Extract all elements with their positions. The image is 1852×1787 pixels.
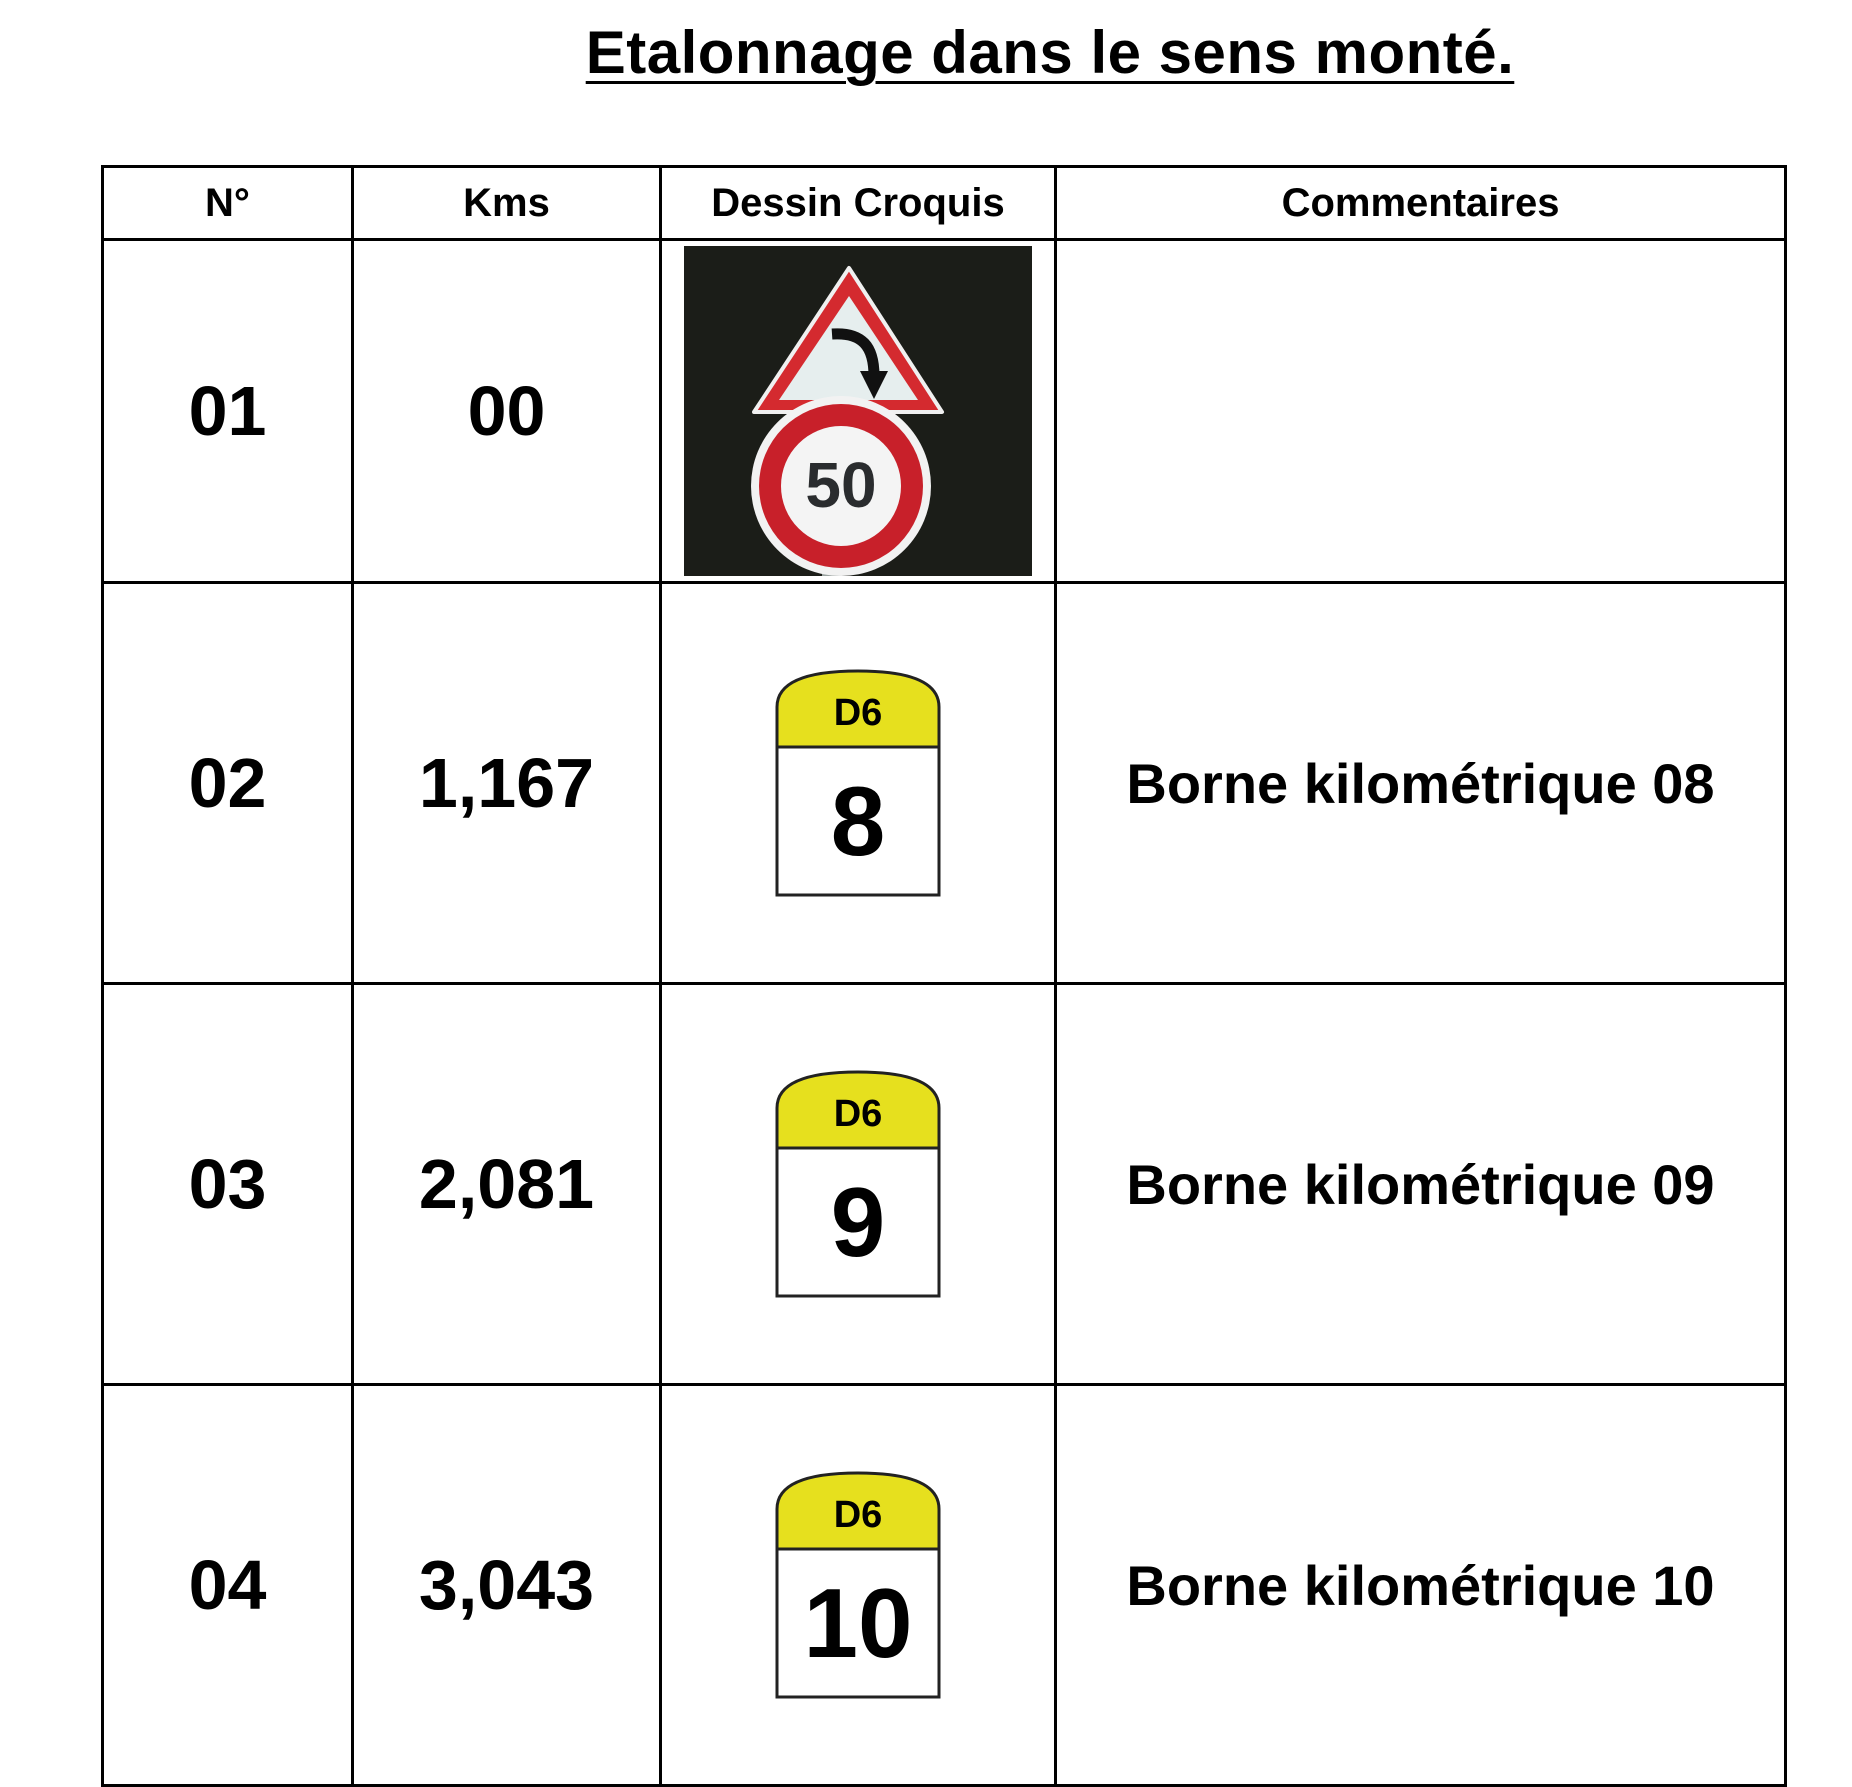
speed-limit-value: 50: [805, 449, 877, 521]
row-kms: 00: [353, 240, 661, 583]
row-sketch: [661, 984, 1056, 1385]
row-number: 01: [103, 240, 353, 583]
row-number: 04: [103, 1385, 353, 1786]
milestone-icon: [773, 667, 943, 899]
header-number: N°: [103, 167, 353, 240]
row-comment: Borne kilométrique 10: [1056, 1385, 1786, 1786]
row-number: 03: [103, 984, 353, 1385]
row-kms: 2,081: [353, 984, 661, 1385]
row-comment: [1056, 240, 1786, 583]
row-sketch: [661, 1385, 1056, 1786]
milestone-icon: [773, 1469, 943, 1701]
milestone-road: D6: [833, 1494, 883, 1536]
table-row: [103, 984, 1786, 1385]
header-comments: Commentaires: [1056, 167, 1786, 240]
row-kms: 1,167: [353, 583, 661, 984]
page-title: Etalonnage dans le sens monté.: [585, 19, 1515, 86]
table-row: [103, 583, 1786, 984]
milestone-road: D6: [833, 692, 883, 734]
row-sketch: [661, 240, 1056, 583]
header-sketch: Dessin Croquis: [661, 167, 1056, 240]
curve-warning-and-speed-limit-icon: [684, 246, 1032, 576]
row-comment: Borne kilométrique 09: [1056, 984, 1786, 1385]
row-comment: Borne kilométrique 08: [1056, 583, 1786, 984]
row-kms: 3,043: [353, 1385, 661, 1786]
header-kms: Kms: [353, 167, 661, 240]
table-row: [103, 1385, 1786, 1786]
row-number: 02: [103, 583, 353, 984]
table-header-row: [103, 167, 1786, 240]
table-row: [103, 240, 1786, 583]
milestone-number: 9: [830, 1167, 886, 1277]
milestone-icon: [773, 1068, 943, 1300]
milestone-number: 8: [830, 766, 886, 876]
calibration-table: [101, 165, 1787, 1787]
milestone-number: 10: [803, 1568, 913, 1678]
row-sketch: [661, 583, 1056, 984]
milestone-road: D6: [833, 1093, 883, 1135]
